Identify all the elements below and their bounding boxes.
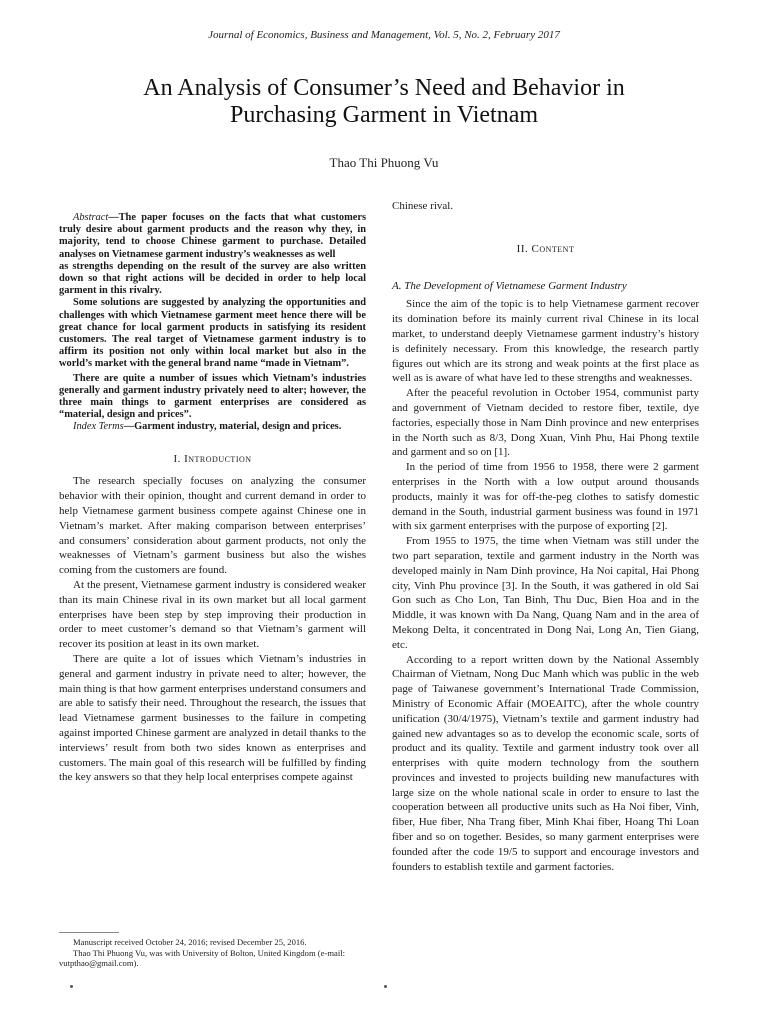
content-paragraph-2: After the peaceful revolution in October 1954, communist party and government of Vietnam decided to restore fiber, textile, dye factories, especially those in Nam Dinh province and new enterprises in the North such as 8/3, Dong Xuan, Vinh Phu, Hai Phong textile and garment and so on [1]. xyxy=(392,387,699,459)
footnotes xyxy=(59,937,366,969)
content-paragraph-5: According to a report written down by the National Assembly Chairman of Vietnam, Nong Duc Manh which was public in the web page of Taiwanese government’s International Trade Commission, Ministry of Economic Affair (MOEAITC), after the whole country unification (30/4/1975), Vietnam’s textile and garment industry had gained new advantages so as to develop the economic scale, sorts of product and its quality. Textile and garment industry took over all enterprises with quite modern technology from the southern provinces and invested to projects building new manufactures with large size on the whole national scale in order to ensure to last the cooperation between all productive units such as Ha Noi fiber, Vinh, fiber, Hue fiber, Nha Trang fiber, Minh Khai fiber, Hoang Thi Loan fiber and so on together. Besides, so many garment enterprises were founded after the code 19/5 to support and encourage investors and founders to establish textile and garment factories. xyxy=(392,653,699,873)
right-column xyxy=(392,199,699,874)
title-line-1: An Analysis of Consumer’s Need and Behavior in xyxy=(143,75,625,101)
content-paragraph-3: In the period of time from 1956 to 1958, there were 2 garment enterprises in the North with a low output around thousands products, mainly it was for off-the-peg clothes to satisfy domestic demand in the South, industrial garment business was found in 1971 with six garment enterprises with the purpose of exporting [2]. xyxy=(392,461,699,533)
footnote-author: Thao Thi Phuong Vu, was with University of Bolton, United Kingdom (e-mail: vutpthao@gmail.com). xyxy=(59,947,345,969)
page-title xyxy=(60,75,708,129)
continuation-text: Chinese rival. xyxy=(392,200,454,212)
intro-paragraph-2: At the present, Vietnamese garment industry is considered weaker than its main Chinese rival in its own market but all local garment enterprises have been step by step improving their production in order to meet customer’s demand so that Vietnam’s garment will recover its position at least in its own market. xyxy=(59,579,366,651)
abstract-text-1: —The paper focuses on the facts that what customers truly desire about garment products and the reason why they, in majority, tend to choose Chinese garment to purchase. Detailed analyses on Vietnamese garment industry’s weaknesses as well xyxy=(59,212,366,260)
left-column xyxy=(59,200,366,785)
intro-paragraph-3: There are quite a lot of issues which Vietnam’s industries in general and garment industry in private need to alter; however, the main thing is that how garment enterprises understand consumers and are able to satisfy their need. Throughout the research, the issues that lead Vietnamese garment businesses to the failure in competing against imported Chinese garment are analyzed in detail thanks to the interviews’ result from both two sides known as enterprises and customers. The main goal of this research will be fulfilled by finding the key answers so that they help local enterprises compete against xyxy=(59,653,367,784)
abstract-paragraph-1 xyxy=(59,212,366,261)
abstract xyxy=(59,212,366,421)
intro-paragraph-1: The research specially focuses on analyzing the consumer behavior with their opinion, thought and current demand in order to help Vietnamese garment business compete against Chinese one in Vietnam’s market. After making comparison between enterprises’ and consumers’ consideration about garment products, not only the weaknesses of Vietnam’s garment business but also the wishes coming from the customers are found. xyxy=(59,475,366,577)
footnote-divider xyxy=(59,932,119,933)
abstract-label: Abstract xyxy=(73,212,109,223)
section-heading-content: II. Content xyxy=(516,242,575,255)
index-terms xyxy=(59,421,366,433)
abstract-paragraph-4 xyxy=(59,373,366,422)
abstract-paragraph-2 xyxy=(59,261,366,298)
content-paragraph-4: From 1955 to 1975, the time when Vietnam was still under the two part separation, textile and garment industry in the North was developed mainly in Nam Dinh province, Ha Noi capital, Hai Phong city, Vinh Phu province [3]. In the South, it was gathered in old Sai Gon such as Cho Lon, Tan Binh, Thu Duc, Bien Hoa and in the Middle, it was known with Da Nang, Quang Nam and in the area of Mekong Delta, it concentrated in Dong Nai, Long An, Tien Giang, etc. xyxy=(392,535,699,651)
abstract-paragraph-3 xyxy=(59,297,366,370)
index-terms-text: —Garment industry, material, design and prices. xyxy=(123,421,342,433)
author-name: Thao Thi Phuong Vu xyxy=(329,155,439,170)
abstract-text-2: as strengths depending on the result of the survey are also written down so that right actions will be decided in order to help local garment in this rivalry. xyxy=(59,260,366,297)
content-paragraph-1: Since the aim of the topic is to help Vietnamese garment recover its domination before its mainly current rival Chinese in its local market, to understand deeply Vietnamese garment industry’s history is definitely necessary. From this knowledge, the research partly figures out which are its strong and weak points at the first place as well as is aware of what have led to these strengths and weaknesses. xyxy=(392,298,699,385)
scan-mark-left xyxy=(70,985,73,988)
journal-header: Journal of Economics, Business and Management, Vol. 5, No. 2, February 2017 xyxy=(208,29,560,41)
scan-mark-center xyxy=(384,985,387,988)
index-terms-label: Index Terms xyxy=(73,421,124,433)
section-heading-introduction: I. Introduction xyxy=(173,452,252,465)
abstract-text-4: There are quite a number of issues which Vietnam’s industries generally and garment industry privately need to alter; however, the three main things to garment enterprises are considered as “material, design and prices”. xyxy=(59,372,366,421)
subsection-heading-development: A. The Development of Vietnamese Garment Industry xyxy=(392,279,627,292)
abstract-text-3: Some solutions are suggested by analyzing the opportunities and challenges with which Vietnamese garment meet hence there will be great chance for local garment products in satisfying its resident customers. The real target of Vietnamese garment industry is to affirm its position not only within local market but also in the world’s market with the general brand name “made in Vietnam”. xyxy=(59,297,366,370)
footnote-manuscript: Manuscript received October 24, 2016; revised December 25, 2016. xyxy=(73,937,307,947)
title-line-2: Purchasing Garment in Vietnam xyxy=(229,102,539,128)
